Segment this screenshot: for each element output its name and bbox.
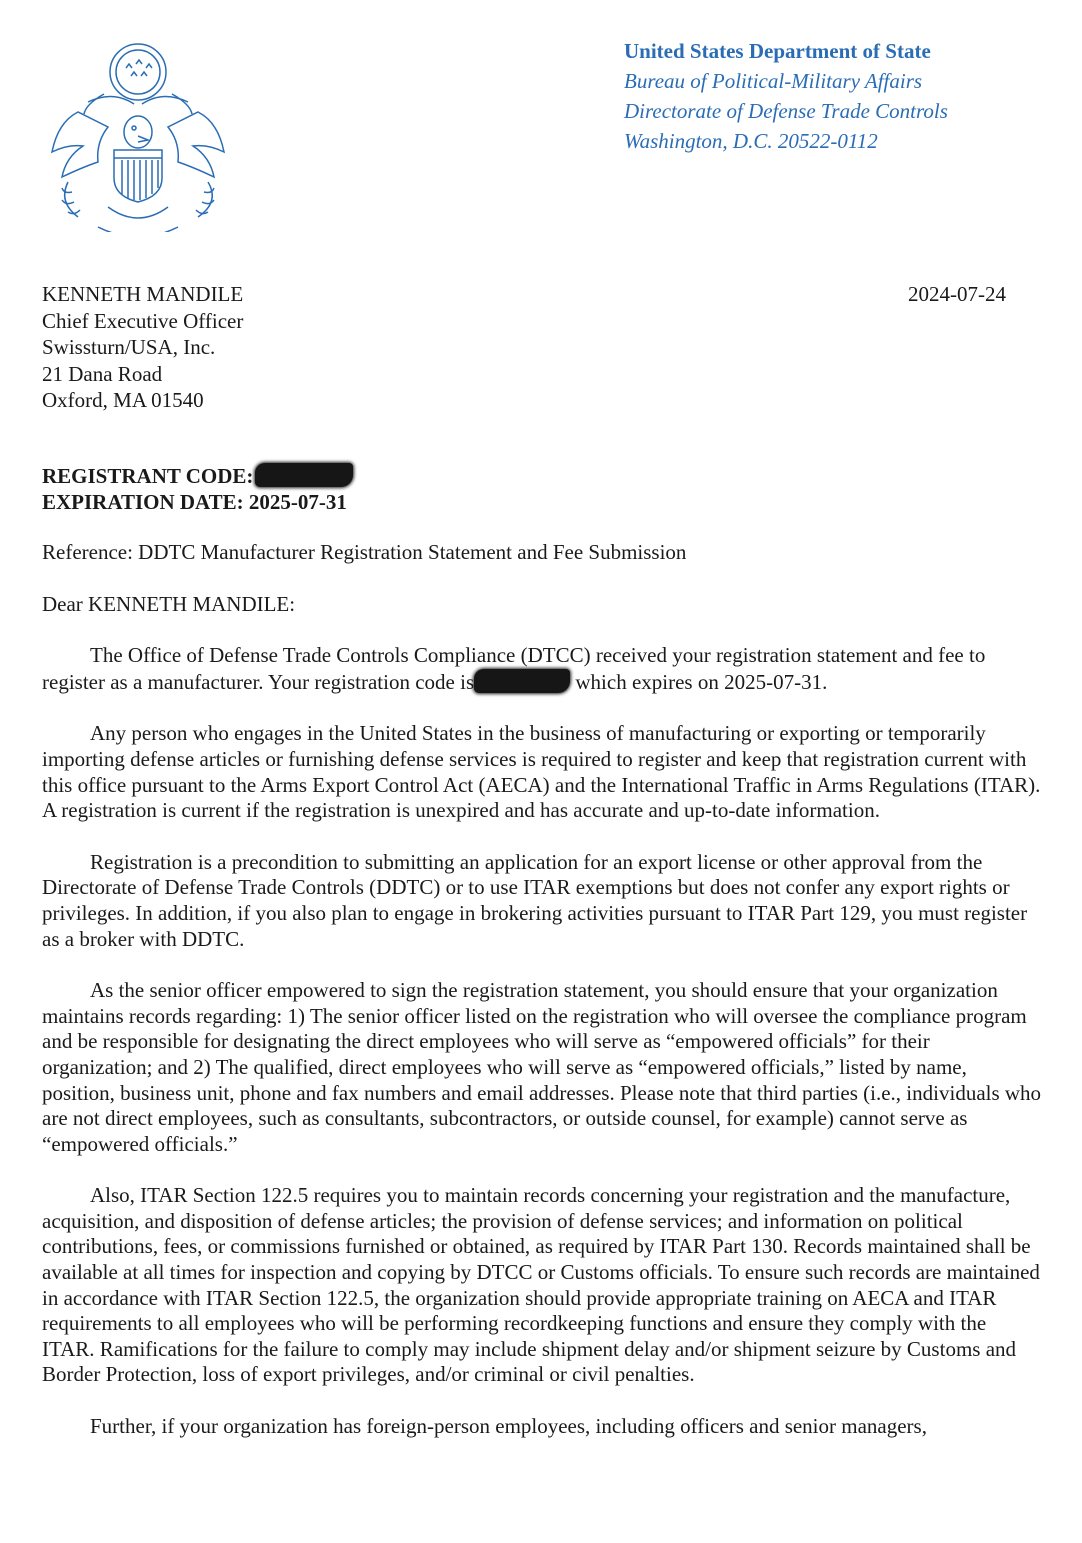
recipient-address <box>42 281 243 414</box>
state-department-seal <box>38 32 238 232</box>
recipient-title: Chief Executive Officer <box>42 308 244 333</box>
recipient-city: Oxford, MA 01540 <box>42 388 204 412</box>
directorate-name: Directorate of Defense Trade Controls <box>624 99 948 123</box>
letterhead <box>624 36 948 156</box>
registrant-code-label: REGISTRANT CODE: <box>42 464 254 488</box>
recipient-street: 21 Dana Road <box>42 361 163 386</box>
paragraph-1 <box>42 643 1042 695</box>
redaction-mark <box>474 669 570 693</box>
recipient-name: KENNETH MANDILE <box>42 282 244 306</box>
expiration-line <box>42 489 353 515</box>
letter-body <box>42 540 1042 1466</box>
registrant-code-line <box>42 463 353 489</box>
expiration-label: EXPIRATION DATE: <box>42 490 244 514</box>
letter-date: 2024-07-24 <box>908 282 1006 306</box>
paragraph-3: Registration is a precondition to submitting an application for an export license or other approval from the Directorate of Defense Trade Controls (DDTC) or to use ITAR exemptions but does not confer any export rights or privileges. In addition, if you also plan to engage in brokering activities pursuant to ITAR Part 129, you must register as a broker with DDTC. <box>42 849 1028 951</box>
bureau-name: Bureau of Political-Military Affairs <box>624 69 923 93</box>
salutation: Dear KENNETH MANDILE: <box>42 591 296 616</box>
registrant-block <box>42 463 353 515</box>
paragraph-4: As the senior officer empowered to sign the registration statement, you should ensure that your organization maintains records regarding: 1) The senior officer listed on the registration who will oversee the compliance program and be responsible for designating the direct employees who will serve as “empowered officials” for their organization; and 2) The qualified, direct employees who will serve as “empowered officials,” listed by name, position, business unit, phone and fax numbers and email addresses. Please note that third parties (i.e., individuals who are not direct employees, such as consultants, subcontractors, or outside counsel, for example) cannot serve as “empowered officials.” <box>42 978 1042 1156</box>
paragraph-6: Further, if your organization has foreign-person employees, including officers and senior managers, <box>90 1414 927 1439</box>
reference-line: Reference: DDTC Manufacturer Registration Statement and Fee Submission <box>42 540 687 564</box>
department-name: United States Department of State <box>624 39 931 63</box>
paragraph-1-tail: which expires on 2025-07-31. <box>570 669 828 694</box>
paragraph-1-text: The Office of Defense Trade Controls Compliance (DTCC) received your registration statement and fee to register as a manufacturer. Your registration code is <box>42 643 986 694</box>
redaction-mark <box>255 463 353 487</box>
expiration-value: 2025-07-31 <box>248 490 347 514</box>
paragraph-2: Any person who engages in the United States in the business of manufacturing or exporting or temporarily importing defense articles or furnishing defense services is required to register and keep that registration current with this office pursuant to the Arms Export Control Act (AECA) and the International Traffic in Arms Regulations (ITAR). A registration is current if the registration is unexpired and has accurate and up-to-date information. <box>42 721 1041 823</box>
paragraph-5: Also, ITAR Section 122.5 requires you to maintain records concerning your registration and the manufacture, acquisition, and disposition of defense articles; the provision of defense services; and information on political contributions, fees, or commissions furnished or obtained, as required by ITAR Part 130. Records maintained shall be available at all times for inspection and copying by DTCC or Customs officials. To ensure such records are maintained in accordance with ITAR Section 122.5, the organization should provide appropriate training on AECA and ITAR requirements to all employees who will be performing recordkeeping functions and ensure they comply with the ITAR. Ramifications for the failure to comply may include shipment delay and/or shipment seizure by Customs and Border Protection, loss of export privileges, and/or criminal or civil penalties. <box>42 1183 1040 1387</box>
recipient-company: Swissturn/USA, Inc. <box>42 335 216 359</box>
city-address: Washington, D.C. 20522-0112 <box>624 129 878 153</box>
